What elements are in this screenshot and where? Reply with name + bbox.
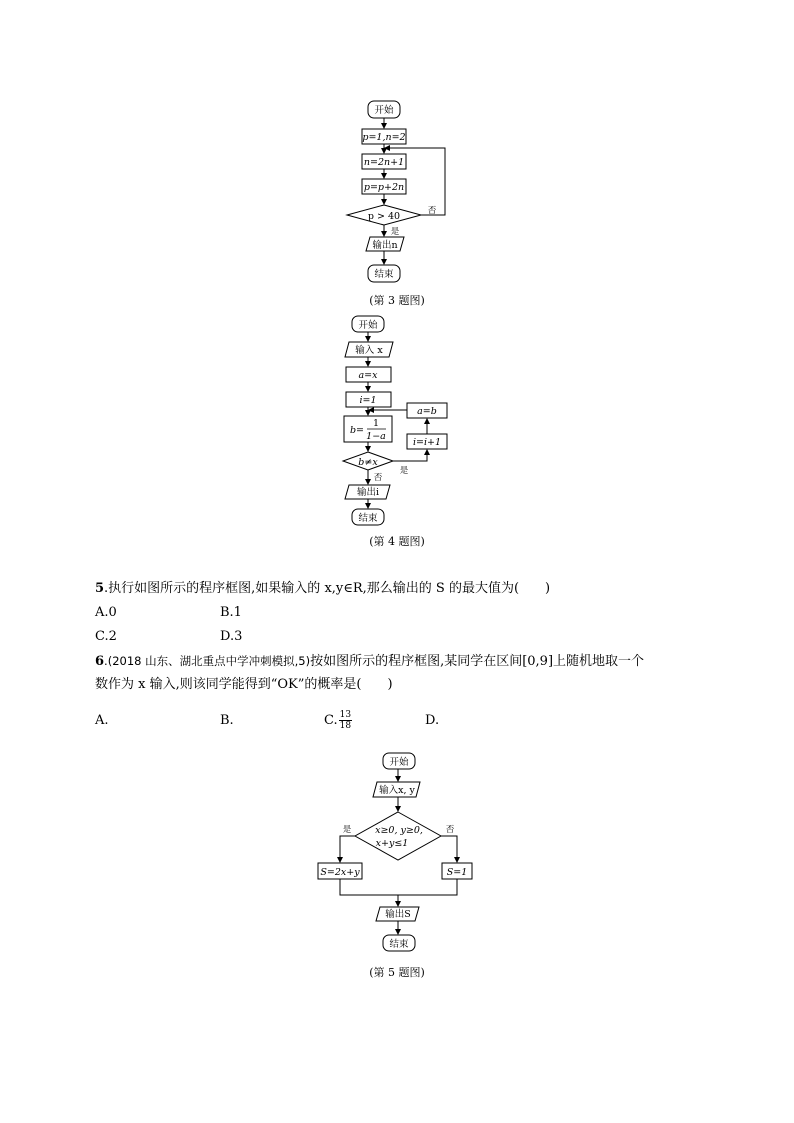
- fig5-yes-label: 是: [342, 825, 352, 835]
- fig3-output-label: 输出n: [372, 240, 398, 251]
- question-6-option-a: A.: [95, 713, 109, 728]
- fig5-caption: (第 5 题图): [369, 966, 425, 979]
- fig4-input-label: 输入 x: [355, 345, 383, 356]
- figure-5-flowchart: [318, 753, 472, 951]
- question-6-option-b: B.: [220, 713, 234, 728]
- fig4-assign-a-label: a=x: [358, 370, 378, 381]
- fig3-condition-label: p > 40: [367, 211, 401, 222]
- fig4-assign-b-label: b=: [349, 425, 365, 436]
- question-6-stem-line1: [95, 653, 644, 670]
- fig5-condition-diamond: [355, 812, 441, 860]
- fig3-step-n-label: n=2n+1: [363, 157, 405, 168]
- fig3-step-p-label: p=p+2n: [363, 182, 405, 193]
- fig3-yes-label: 是: [390, 227, 400, 237]
- question-5-text: .执行如图所示的程序框图,如果输入的 x,y∈R,那么输出的 S 的最大值为( ): [104, 581, 551, 596]
- fig3-end-label: 结束: [374, 269, 394, 280]
- question-6-text-line1: 按如图所示的程序框图,某同学在区间[0,9]上随机地取一个: [310, 654, 645, 669]
- fig3-caption: (第 3 题图): [369, 294, 425, 307]
- question-6-stem-line2: 数作为 x 输入,则该同学能得到“OK”的概率是( ): [95, 677, 393, 692]
- fig4-update-a-label: a=b: [417, 406, 437, 417]
- fig5-condition-line1: x≥0, y≥0,: [375, 825, 423, 836]
- fig4-condition-label: b≠x: [358, 457, 378, 468]
- fig4-no-label: 否: [373, 473, 383, 483]
- fig5-right-box-label: S=1: [446, 867, 468, 878]
- question-5-option-d: D.3: [220, 629, 243, 644]
- fig5-input-label: 输入x, y: [379, 785, 415, 796]
- fig5-no-label: 否: [445, 825, 455, 835]
- fig4-output-label: 输出i: [356, 487, 380, 498]
- fig3-start-label: 开始: [374, 105, 394, 116]
- fig5-condition-line2: x+y≤1: [375, 838, 409, 849]
- fig5-start-label: 开始: [389, 757, 409, 768]
- question-6-option-c-label: C.: [324, 713, 338, 728]
- fig5-end-label: 结束: [389, 939, 409, 950]
- question-6-option-c-numerator: 13: [339, 710, 352, 720]
- figure-5-labels: [320, 756, 467, 979]
- question-5-option-a: A.0: [95, 605, 117, 620]
- fig4-end-label: 结束: [358, 513, 378, 524]
- fig4-start-label: 开始: [358, 320, 378, 331]
- fig4-yes-label: 是: [399, 466, 409, 476]
- question-6-option-c-denominator: 18: [339, 721, 352, 731]
- fig4-frac-num: 1: [372, 418, 380, 429]
- question-6-number: 6: [95, 654, 105, 669]
- fig4-frac-den: 1−a: [366, 431, 386, 442]
- fig3-no-label: 否: [427, 206, 437, 216]
- fig5-output-label: 输出S: [385, 909, 411, 920]
- question-6-option-d: D.: [425, 713, 440, 728]
- question-6-source: .(2018 山东、湖北重点中学冲刺模拟,5): [104, 654, 311, 668]
- question-5-option-b: B.1: [220, 605, 242, 620]
- question-5-number: 5: [95, 581, 105, 596]
- fig4-caption: (第 4 题图): [369, 535, 425, 548]
- question-5-option-c: C.2: [95, 629, 117, 644]
- question-6-option-c-fraction: [339, 710, 352, 731]
- fig4-init-i-label: i=1: [359, 395, 377, 406]
- fig3-init-label: p=1,n=2: [362, 132, 406, 143]
- question-5-stem: [95, 581, 550, 597]
- fig4-inc-i-label: i=i+1: [412, 437, 442, 448]
- fig5-left-box-label: S=2x+y: [320, 867, 360, 878]
- question-6-option-c: [324, 709, 352, 733]
